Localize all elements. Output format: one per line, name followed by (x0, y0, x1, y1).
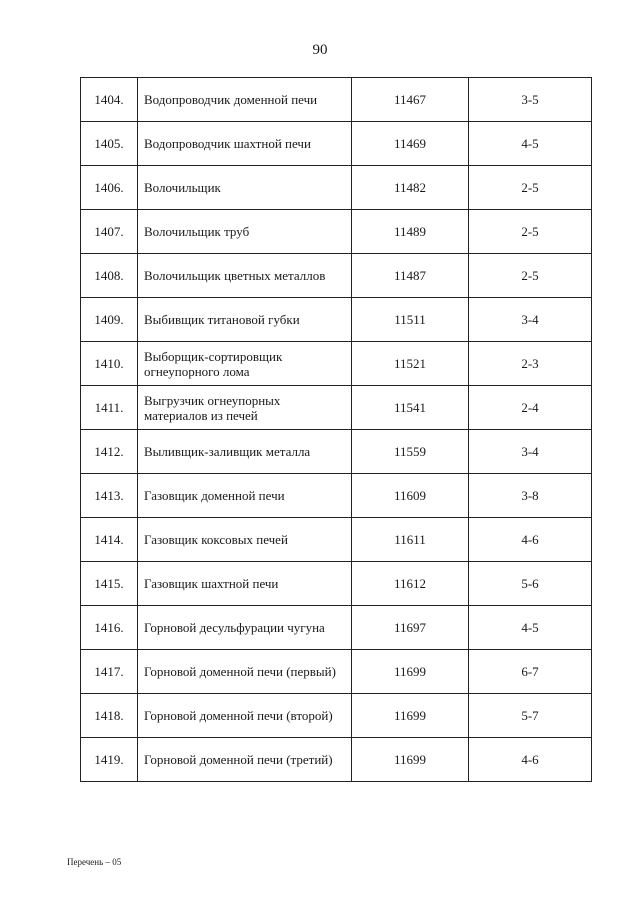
row-number: 1414. (81, 518, 138, 562)
grade-range: 3-8 (469, 474, 592, 518)
occupation-code: 11611 (352, 518, 469, 562)
row-number: 1415. (81, 562, 138, 606)
grade-range: 2-5 (469, 210, 592, 254)
occupation-name: Газовщик шахтной печи (138, 562, 352, 606)
table-row (81, 694, 592, 738)
occupation-name: Волочильщик (138, 166, 352, 210)
occupation-name: Горновой доменной печи (второй) (138, 694, 352, 738)
row-number: 1406. (81, 166, 138, 210)
occupation-code: 11612 (352, 562, 469, 606)
row-number: 1418. (81, 694, 138, 738)
table-row (81, 210, 592, 254)
occupation-name: Горновой десульфурации чугуна (138, 606, 352, 650)
table-row (81, 254, 592, 298)
grade-range: 2-5 (469, 254, 592, 298)
grade-range: 4-5 (469, 606, 592, 650)
occupations-table (80, 77, 592, 782)
table-row (81, 650, 592, 694)
page-number: 90 (312, 42, 328, 58)
grade-range: 2-4 (469, 386, 592, 430)
occupation-code: 11469 (352, 122, 469, 166)
table-row (81, 166, 592, 210)
grade-range: 4-6 (469, 738, 592, 782)
table-row (81, 122, 592, 166)
table-row (81, 738, 592, 782)
grade-range: 5-7 (469, 694, 592, 738)
occupation-code: 11699 (352, 738, 469, 782)
table-row (81, 606, 592, 650)
table-row (81, 386, 592, 430)
occupation-code: 11559 (352, 430, 469, 474)
row-number: 1404. (81, 78, 138, 122)
occupation-code: 11541 (352, 386, 469, 430)
occupation-name: Горновой доменной печи (первый) (138, 650, 352, 694)
occupation-name: Горновой доменной печи (третий) (138, 738, 352, 782)
table-row (81, 298, 592, 342)
occupation-name: Выборщик-сортировщик огнеупорного лома (138, 342, 352, 386)
grade-range: 2-3 (469, 342, 592, 386)
row-number: 1405. (81, 122, 138, 166)
table-row (81, 342, 592, 386)
occupation-name: Газовщик коксовых печей (138, 518, 352, 562)
occupation-name: Выгрузчик огнеупорных материалов из печей (138, 386, 352, 430)
table-row (81, 518, 592, 562)
row-number: 1416. (81, 606, 138, 650)
table-body (81, 78, 592, 782)
occupation-code: 11489 (352, 210, 469, 254)
row-number: 1407. (81, 210, 138, 254)
row-number: 1410. (81, 342, 138, 386)
occupation-name: Выбивщик титановой губки (138, 298, 352, 342)
occupation-code: 11609 (352, 474, 469, 518)
row-number: 1409. (81, 298, 138, 342)
row-number: 1411. (81, 386, 138, 430)
occupation-code: 11521 (352, 342, 469, 386)
occupation-code: 11699 (352, 650, 469, 694)
page-footer: Перечень – 05 (67, 857, 122, 867)
occupation-name: Выливщик-заливщик металла (138, 430, 352, 474)
occupation-code: 11467 (352, 78, 469, 122)
grade-range: 4-6 (469, 518, 592, 562)
occupation-name: Волочильщик цветных металлов (138, 254, 352, 298)
row-number: 1419. (81, 738, 138, 782)
occupation-code: 11511 (352, 298, 469, 342)
occupation-code: 11482 (352, 166, 469, 210)
grade-range: 3-4 (469, 298, 592, 342)
grade-range: 4-5 (469, 122, 592, 166)
occupation-name: Газовщик доменной печи (138, 474, 352, 518)
table-row (81, 430, 592, 474)
row-number: 1408. (81, 254, 138, 298)
row-number: 1413. (81, 474, 138, 518)
occupation-code: 11697 (352, 606, 469, 650)
occupation-name: Водопроводчик доменной печи (138, 78, 352, 122)
grade-range: 2-5 (469, 166, 592, 210)
table-row (81, 474, 592, 518)
grade-range: 3-4 (469, 430, 592, 474)
table-row (81, 562, 592, 606)
grade-range: 3-5 (469, 78, 592, 122)
grade-range: 5-6 (469, 562, 592, 606)
occupation-name: Водопроводчик шахтной печи (138, 122, 352, 166)
occupation-name: Волочильщик труб (138, 210, 352, 254)
occupation-code: 11487 (352, 254, 469, 298)
row-number: 1412. (81, 430, 138, 474)
table-row (81, 78, 592, 122)
occupation-code: 11699 (352, 694, 469, 738)
grade-range: 6-7 (469, 650, 592, 694)
row-number: 1417. (81, 650, 138, 694)
